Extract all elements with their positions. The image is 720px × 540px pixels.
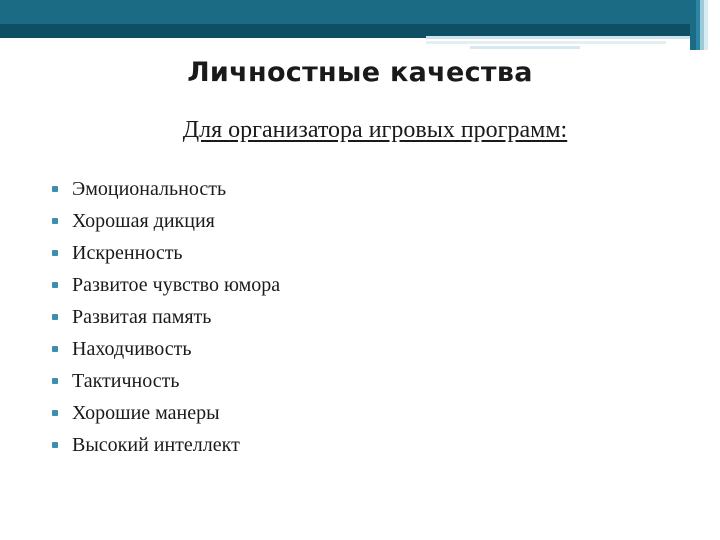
header-stripe bbox=[426, 36, 720, 39]
header-corner-accent bbox=[690, 0, 720, 50]
list-item-label: Искренность bbox=[72, 242, 183, 264]
header-stripe bbox=[426, 41, 666, 44]
bullet-icon bbox=[52, 218, 58, 224]
bullet-icon bbox=[52, 410, 58, 416]
slide-subtitle: Для организатора игровых программ: bbox=[182, 117, 568, 143]
bullet-icon bbox=[52, 314, 58, 320]
bullet-icon bbox=[52, 346, 58, 352]
slide-title: Личностные качества bbox=[187, 57, 533, 88]
list-item-label: Находчивость bbox=[72, 338, 192, 360]
bullet-icon bbox=[52, 186, 58, 192]
list-item-label: Развитое чувство юмора bbox=[72, 274, 281, 296]
bullet-icon bbox=[52, 250, 58, 256]
list-item-label: Хорошая дикция bbox=[72, 210, 215, 232]
list-item-label: Развитая память bbox=[72, 306, 212, 328]
list-item-label: Хорошие манеры bbox=[72, 402, 220, 424]
list-item-label: Тактичность bbox=[72, 370, 180, 392]
header-bar bbox=[0, 0, 720, 26]
bullet-icon bbox=[52, 442, 58, 448]
bullet-icon bbox=[52, 282, 58, 288]
list-item-label: Высокий интеллект bbox=[72, 434, 240, 456]
header-stripe bbox=[470, 46, 580, 49]
list-item-label: Эмоциональность bbox=[72, 178, 227, 200]
bullet-icon bbox=[52, 378, 58, 384]
